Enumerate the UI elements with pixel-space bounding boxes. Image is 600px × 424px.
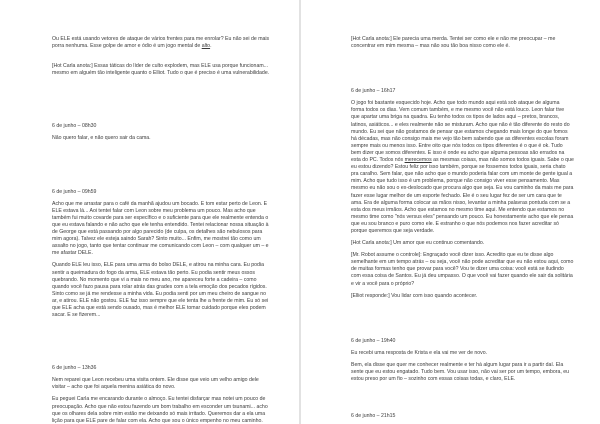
entry-date: 6 de junho – 09h59 xyxy=(52,188,97,195)
entry-date: 6 de junho – 13h36 xyxy=(52,365,97,372)
paragraph: [Hot Carla anota:] Um amor que eu continuo comentando. xyxy=(351,240,485,247)
paragraph: [Hot Carla anota:] Essas táticas do líder de culto explodem, mas ELE usa porque funcionam... mesmo em alguém tão inteligente quanto o Elliot. Tudo o que é preciso é uma vulnerabilidade. xyxy=(52,63,270,77)
entry-date: 6 de junho – 16h17 xyxy=(351,88,396,95)
paragraph: Nem reparei que Leon recebeu uma visita ontem. Ele disse que veio um velho amigo dele visitar – acho que foi aquela menina asiática do novo. xyxy=(52,377,259,391)
entry-date: 6 de junho – 21h15 xyxy=(351,413,396,420)
paragraph: Ou ELE está usando vetores de ataque de vários frentes para me enrolar? Eu não sei de mais porra nenhuma. Esse golpe de amor e ódio é um jogo mental de alto. xyxy=(52,36,270,50)
paragraph: Eu recebi uma resposta de Krista e ela vai me ver de novo. xyxy=(351,349,488,356)
paragraph: Acho que me arrastar para o café da manhã ajudou um bocado. E tom estar perto de Leon. E ELE estava lá... Aoi tentei falar com Leon sobre meu problema um pouco. Mas acho que também fui muito covarde para ser específico e o suficiente para que ele realmente entenda o que eu estava falando e não acho que ele tenha entendido. Tentei relacionar nossa situação à de George que está passando por algo parecido (de culpa, os detalhes são nebulosos para mim agora). Talvez ele esteja saindo Sarah? Sinto muito... Enfim, me mostrei tão como um assalto no jogo, tanto que tentar continuar me comunicando com Leon – com qualquer um – e me afastar DELE. xyxy=(52,200,269,257)
paragraph: Eu peguei Carla me encarando durante o almoço. Eu tentei disfarçar mas notei um pouco de preocupação. Acho que não estou fazendo um bom trabalho em esconder um tsunami... acho que os olhares dela sobre mim estão me deixando só mais irritado. Queremos dar a ela uma lição para que ELE pare de falar com ela. Acho que sou o único empenho no meu caminho. xyxy=(52,396,268,424)
entry-date: 6 de junho – 08h30 xyxy=(52,123,97,130)
left-page xyxy=(0,0,299,424)
underlined-word: alto xyxy=(201,43,211,50)
paragraph: Quando ELE leu isso, ELE para uma arma do bolso DELE, e atirou na minha cara. Eu podia sentir a queimadura do fogo da arma, ELE estava tão perto. Eu podia sentir meus ossos quebrando. No momento que vi a mais no meu ano, me apareceu forte a cadeira – como quando você fazo pausa para rolar atrás das grades com a tela emoção dos pecados rígidos. Sinto como se já me rendesse a minha vida. Eu podia senti por um meu cheiro de sangue no ar, e atirou. ELE não gostou. ELE faz isso sempre que ele tenta lhe a frente de mim. Eu só sei que ELE acha que está sendo ousado, mas é melhor ELE tomar cuidado porque eles podem sacar. E se fizerem... xyxy=(52,262,269,319)
right-page xyxy=(301,0,600,424)
underlined-word: merecemos xyxy=(404,157,432,164)
paragraph: [Hot Carla anota:] Ele parecia uma merda. Tentei ser como ele e não me preocupar – me concentrar em mim mesma – mas não sou tão boa nisso como ele é. xyxy=(351,36,556,50)
paragraph: [Mr. Robot assume o controle]: Engraçado você dizer isso. Acredito que eu te disse algo semelhante em um tempo atrás – ou seja, você não pode acreditar que eu não estou aqui, como de muitas formas tenho que provar para você? Vou te dizer uma coisa: você está se iludindo com essa coisa de Santos. Eu já deu umpasso. O que você vai fazer quando ele sair da solitária e vir a você para o próprio? xyxy=(351,252,574,287)
paragraph: Não quero falar, e não quero sair da cama. xyxy=(52,135,151,142)
entry-date: 6 de junho – 19h40 xyxy=(351,337,396,344)
paragraph: Bem, ela disse que quer me conhecer realmente e ter há algum lugar para ir a partir daí. Ela sente que eu estou engatado. Tudo bem. Vou usar isso, não vai ser por um tempo, embora, eu estou preso por um fio – sozinho com essas coisas todas, e claro, ELE. xyxy=(351,361,570,383)
paragraph: [Elliot responde:] Vou lidar com isso quando acontecer. xyxy=(351,292,478,299)
paragraph: O jogo foi bastante esquecido hoje. Acho que todo mundo aqui está sob ataque de alguma forma todos os dias. Vem comum também, e me mesmo você não está louco. Leon falar tive que apartar uma briga na quadra. Eu tenho todos os tipos de lados aqui – pretos, brancos, latinos, asiáticos... e eles realmente não se misturam. Acho que não é tão diferente do resto do mundo. Eu sei que não gostamos de pensar que estamos chegando mais longe do que fomos há décadas, mas não consigo mais me vejo tão bem sabendo que as diferentes escolas foram sempre mais ou menos isso. Entre oito que nós todos os tipos diferentes é o que é ok. Tudo bem dizer que somos diferentes. E isso é onde eu acho que alguma pessoas são errados na esta do PC. Todos nós merecemos as mesmas coisas, mas não somos todos iguais. Sabe o que eu estou dizendo? Estou feliz por isso também, porque se fossemos todos iguais, seria chato pra caralho. Sem falar, que não acho que o mundo poderia falar com um monte de gente igual a mim. Acho que tudo isso é um problema, porque não consigo viver esse pensamento. Mas mesmo eu não sou o ex-deslocado que procura algo que seja. Eu vou caminho da mais me para fazer esse lugar melhor de um esporte fechado. Ele é o seu lugar fez de ser um cara que te ama. Era de alguma forma colocar as mãos nisso, levantar a minha palavras pontuda com se a esta dos meus irmãos. Acho que estamos no mesmo time aqui. Me entendo que estamos no mesmo time como "nós versus eles" pensando um pouco. Eu honestamente acho que ele pensa que eu sou branco e puro como ele. E estranho o que nós podemos nos fazer acreditar só porque queremos que seja verdade. xyxy=(351,100,574,234)
